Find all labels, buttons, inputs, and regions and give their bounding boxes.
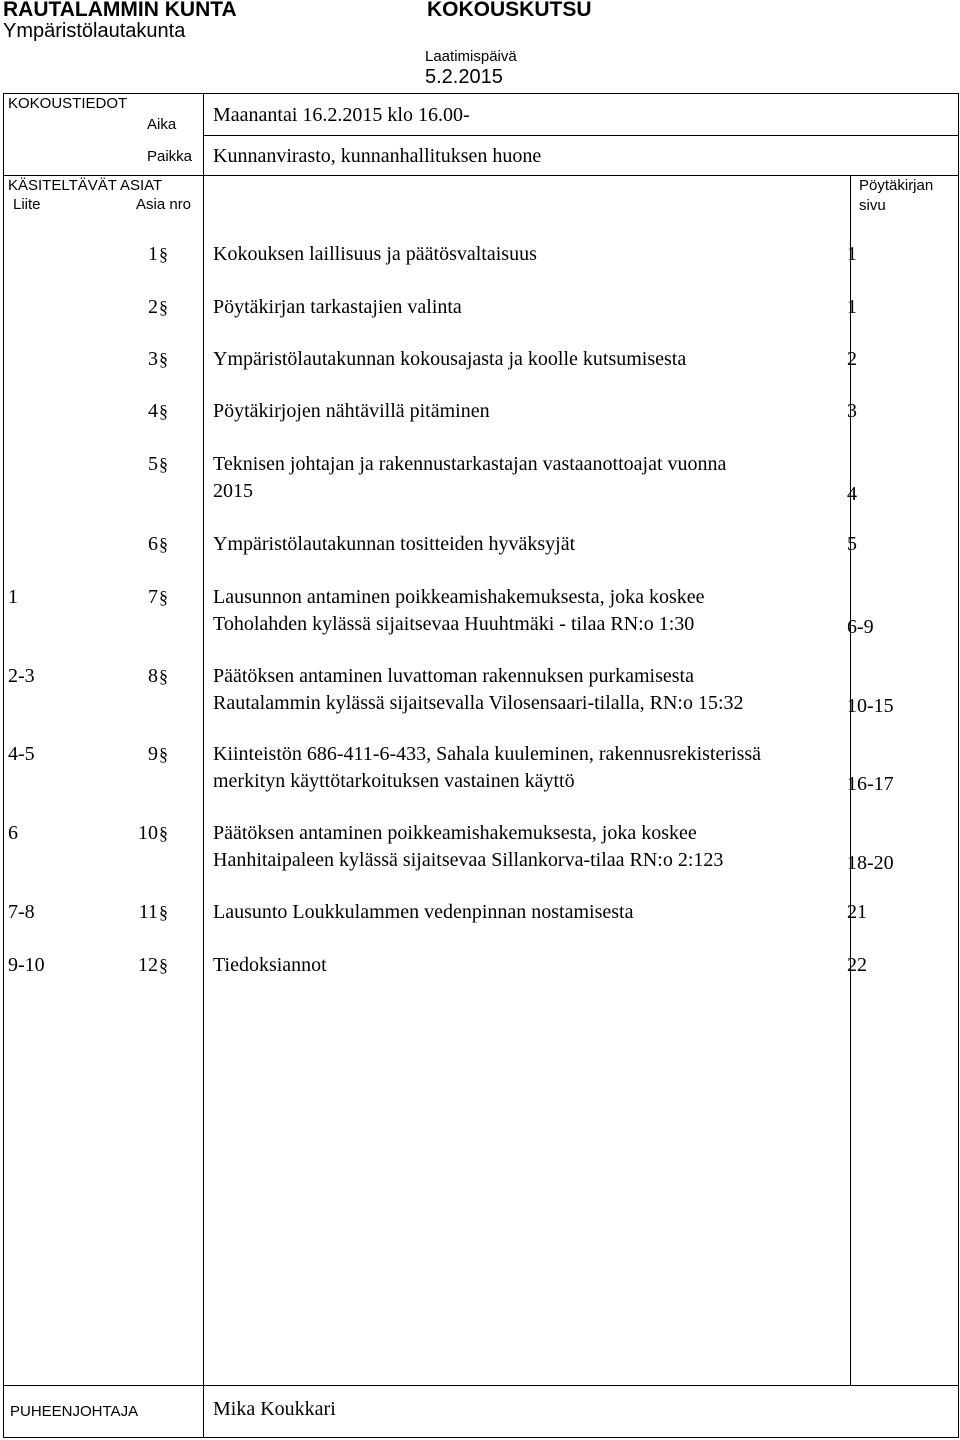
item-page: 5 (847, 533, 857, 555)
item-page: 6-9 (847, 616, 874, 638)
item-title-line2: merkityn käyttötarkoituksen vastainen käyttö (213, 770, 575, 792)
chairperson-label: PUHEENJOHTAJA (10, 1403, 139, 1420)
meeting-section-label: KOKOUSTIEDOT (8, 95, 128, 112)
item-title: Lausunnon antaminen poikkeamishakemuksesta, joka koskee (213, 586, 705, 608)
item-page: 1 (847, 296, 857, 318)
item-attachment: 9-10 (8, 954, 45, 976)
item-number: 6 (148, 533, 158, 555)
item-page: 21 (847, 901, 867, 923)
item-number: 4 (148, 400, 158, 422)
date-value: 5.2.2015 (425, 66, 503, 88)
paragraph-mark: § (159, 401, 168, 421)
item-number: 9 (148, 743, 158, 765)
item-title: Päätöksen antaminen luvattoman rakennuksen purkamisesta (213, 665, 694, 687)
paragraph-mark: § (159, 297, 168, 317)
paragraph-mark: § (159, 666, 168, 686)
item-page: 2 (847, 348, 857, 370)
item-title: Kiinteistön 686-411-6-433, Sahala kuuleminen, rakennusrekisterissä (213, 743, 762, 765)
item-attachment: 2-3 (8, 665, 35, 687)
signature-separator (3, 1385, 958, 1386)
item-title-line2: Hanhitaipaleen kylässä sijaitsevaa Sillankorva-tilaa RN:o 2:123 (213, 849, 724, 871)
item-number: 1 (148, 243, 158, 265)
item-number: 12 (138, 954, 158, 976)
time-value: Maanantai 16.2.2015 klo 16.00- (213, 104, 470, 126)
paragraph-mark: § (159, 534, 168, 554)
chairperson-name: Mika Koukkari (213, 1398, 336, 1420)
paragraph-mark: § (159, 744, 168, 764)
meeting-agenda-separator (3, 175, 958, 176)
paragraph-mark: § (159, 454, 168, 474)
item-number: 10 (138, 822, 158, 844)
item-attachment: 4-5 (8, 743, 35, 765)
attachment-column-label: Liite (13, 196, 41, 213)
item-title: Kokouksen laillisuus ja päätösvaltaisuus (213, 243, 537, 265)
item-title: Pöytäkirjojen nähtävillä pitäminen (213, 400, 490, 422)
item-page: 16-17 (847, 773, 894, 795)
paragraph-mark: § (159, 587, 168, 607)
item-attachment: 7-8 (8, 901, 35, 923)
place-value: Kunnanvirasto, kunnanhallituksen huone (213, 145, 542, 167)
paragraph-mark: § (159, 902, 168, 922)
item-number: 2 (148, 296, 158, 318)
department-name: Ympäristölautakunta (3, 20, 186, 42)
place-label: Paikka (147, 148, 193, 165)
paragraph-mark: § (159, 955, 168, 975)
label-column-divider (203, 93, 204, 1438)
frame-right-line (958, 93, 959, 1438)
paragraph-mark: § (159, 823, 168, 843)
item-page: 1 (847, 243, 857, 265)
date-label: Laatimispäivä (425, 48, 517, 65)
item-attachment: 6 (8, 822, 18, 844)
frame-bottom-line (3, 1437, 959, 1438)
item-number-column-label: Asia nro (136, 196, 192, 213)
item-title: Tiedoksiannot (213, 954, 327, 976)
frame-top-line (3, 93, 958, 94)
organization-name: RAUTALAMMIN KUNTA (3, 0, 237, 21)
time-label: Aika (147, 116, 177, 133)
item-page: 10-15 (847, 695, 894, 717)
item-title: Lausunto Loukkulammen vedenpinnan nostamisesta (213, 901, 634, 923)
agenda-section-label: KÄSITELTÄVÄT ASIAT (8, 177, 163, 194)
item-number: 8 (148, 665, 158, 687)
item-title-line2: Toholahden kylässä sijaitsevaa Huuhtmäki - tilaa RN:o 1:30 (213, 613, 695, 635)
item-number: 11 (138, 901, 158, 923)
item-title: Ympäristölautakunnan tositteiden hyväksyjät (213, 533, 576, 555)
item-title: Päätöksen antaminen poikkeamishakemuksesta, joka koskee (213, 822, 697, 844)
page-column-label-line2: sivu (859, 197, 886, 214)
item-title: Ympäristölautakunnan kokousajasta ja koolle kutsumisesta (213, 348, 687, 370)
paragraph-mark: § (159, 349, 168, 369)
item-page: 18-20 (847, 852, 894, 874)
item-number: 3 (148, 348, 158, 370)
item-page: 4 (847, 483, 857, 505)
frame-left-line (3, 93, 4, 1438)
item-attachment: 1 (8, 586, 18, 608)
item-page: 22 (847, 954, 867, 976)
item-page: 3 (847, 400, 857, 422)
item-number: 7 (148, 586, 158, 608)
paragraph-mark: § (159, 244, 168, 264)
item-title-line2: Rautalammin kylässä sijaitsevalla Vilosensaari-tilalla, RN:o 15:32 (213, 692, 744, 714)
document-type: KOKOUSKUTSU (427, 0, 592, 21)
item-title: Teknisen johtajan ja rakennustarkastajan vastaanottoajat vuonna (213, 453, 727, 475)
page-column-label: Pöytäkirjan (859, 177, 934, 194)
item-title: Pöytäkirjan tarkastajien valinta (213, 296, 462, 318)
time-place-separator (203, 135, 958, 136)
item-number: 5 (148, 453, 158, 475)
item-title-line2: 2015 (213, 480, 253, 502)
